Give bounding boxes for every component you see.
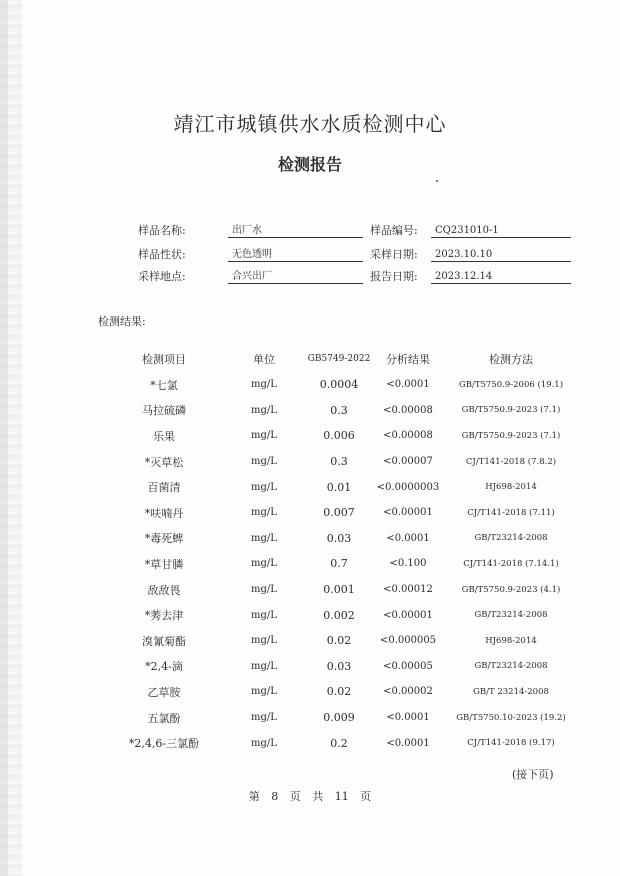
cell-method: GB/T5750.9-2023 (4.1) [461,584,561,595]
cell-unit: mg/L [251,507,277,519]
cell-result: <0.0001 [386,737,430,749]
cell-standard: 0.3 [330,455,348,469]
table-row [104,423,580,449]
cell-standard: 0.01 [326,480,352,494]
cell-method: GB/T 23214-2008 [473,686,549,697]
cell-unit: mg/L [251,430,277,442]
sampling-date-value: 2023.10.10 [431,248,571,262]
cell-standard: 0.7 [330,557,348,571]
table-row [104,551,580,577]
cell-method: GB/T5750.9-2023 (7.1) [461,430,561,441]
page-prefix: 第 [248,790,260,803]
cell-item: 敌敌畏 [147,583,181,597]
table-row [104,730,580,756]
cell-unit: mg/L [251,712,277,724]
cell-result: <0.0001 [386,379,430,391]
table-row [104,449,580,475]
cell-result: <0.0000003 [376,481,440,493]
cell-method: CJ/T141-2018 (9.17) [467,738,555,749]
continued-note: (接下页) [512,768,554,781]
cell-standard: 0.03 [326,659,352,673]
cell-unit: mg/L [251,609,277,621]
cell-unit: mg/L [251,379,277,391]
cell-item: *呋喃丹 [144,506,184,520]
cell-standard: 0.006 [323,429,355,443]
cell-method: CJ/T141-2018 (7.14.1) [463,558,559,569]
cell-unit: mg/L [251,558,277,570]
cell-standard: 0.007 [323,506,355,520]
column-header-standard: GB5749-2022 [307,354,371,364]
column-header-item: 检测项目 [142,353,186,366]
cell-result: <0.000005 [379,635,437,647]
cell-unit: mg/L [251,584,277,596]
cell-result: <0.00001 [383,609,433,621]
organization-name: 靖江市城镇供水水质检测中心 [173,112,447,136]
sample-number-value: CQ231010-1 [431,224,571,238]
cell-unit: mg/L [251,635,277,647]
report-date-label: 报告日期: [370,270,418,283]
cell-method: GB/T5750.10-2023 (19.2) [456,712,566,723]
cell-result: <0.00005 [383,660,433,672]
cell-item: 乐果 [153,429,175,443]
table-row [104,372,580,398]
cell-unit: mg/L [251,404,277,416]
table-row [104,602,580,628]
cell-result: <0.00012 [383,584,433,596]
cell-standard: 0.002 [323,608,355,622]
total-unit: 页 [360,790,372,803]
cell-unit: mg/L [251,660,277,672]
cell-standard: 0.0004 [319,378,359,392]
cell-method: GB/T5750.9-2023 (7.1) [461,405,561,416]
cell-item: 五氯酚 [147,711,181,725]
cell-item: 百菌清 [147,481,181,495]
sample-state-value: 无色透明 [228,248,363,262]
table-row [104,654,580,680]
location-label: 采样地点: [138,270,186,283]
table-row [104,679,580,705]
page-total: 11 [334,790,349,803]
cell-standard: 0.03 [326,531,352,545]
location-value: 合兴出厂 [228,270,363,284]
speck [436,180,438,182]
cell-method: CJ/T141-2018 (7.8.2) [465,456,557,467]
cell-method: HJ698-2014 [485,635,537,646]
cell-result: <0.00007 [383,456,433,468]
report-date-value: 2023.12.14 [431,270,571,284]
results-table [104,346,580,756]
cell-method: GB/T23214-2008 [474,533,548,544]
cell-result: <0.00008 [383,404,433,416]
sample-number-label: 样品编号: [370,224,418,237]
table-row [104,705,580,731]
column-header-result: 分析结果 [386,353,430,366]
cell-item: 乙草胺 [147,685,181,699]
table-row [104,500,580,526]
sample-name-label: 样品名称: [138,224,186,237]
sampling-date-label: 采样日期: [370,248,418,261]
table-row [104,474,580,500]
cell-item: *灭草松 [144,455,184,469]
table-row [104,628,580,654]
cell-standard: 0.3 [330,403,348,417]
cell-standard: 0.009 [323,711,355,725]
cell-result: <0.0001 [386,532,430,544]
table-row [104,577,580,603]
cell-unit: mg/L [251,686,277,698]
cell-method: GB/T5750.9-2006 (19.1) [458,379,564,390]
cell-item: *草甘膦 [144,557,184,571]
column-header-method: 检测方法 [489,353,533,366]
report-title: 检测报告 [277,155,342,174]
cell-standard: 0.2 [330,736,348,750]
page-unit: 页 [289,790,301,803]
cell-standard: 0.001 [323,583,355,597]
table-header-row [104,346,580,372]
total-prefix: 共 [312,790,324,803]
cell-unit: mg/L [251,737,277,749]
table-row [104,398,580,424]
cell-unit: mg/L [251,481,277,493]
cell-item: *七氯 [150,378,178,392]
cell-item: *毒死蜱 [144,532,184,546]
page-footer [0,788,620,804]
cell-standard: 0.02 [326,685,352,699]
cell-item: 溴氰菊酯 [142,634,186,648]
cell-method: GB/T23214-2008 [474,661,548,672]
cell-result: <0.00008 [383,430,433,442]
sample-state-label: 样品性状: [138,248,186,261]
cell-result: <0.100 [389,558,427,570]
table-row [104,526,580,552]
cell-method: CJ/T141-2018 (7.11) [467,507,555,518]
page-current: 8 [271,790,279,803]
cell-standard: 0.02 [326,634,352,648]
cell-result: <0.00001 [383,507,433,519]
column-header-unit: 单位 [253,353,275,366]
cell-result: <0.0001 [386,712,430,724]
cell-method: GB/T23214-2008 [474,610,548,621]
sample-name-value: 出厂水 [228,224,363,238]
cell-item: *2,4,6-三氯酚 [128,737,200,751]
cell-item: *2,4-滴 [145,660,183,674]
cell-unit: mg/L [251,532,277,544]
results-label: 检测结果: [98,315,146,328]
cell-item: 马拉硫磷 [142,404,186,418]
cell-method: HJ698-2014 [485,482,537,493]
cell-item: *莠去津 [144,609,184,623]
cell-result: <0.00002 [383,686,433,698]
cell-unit: mg/L [251,456,277,468]
